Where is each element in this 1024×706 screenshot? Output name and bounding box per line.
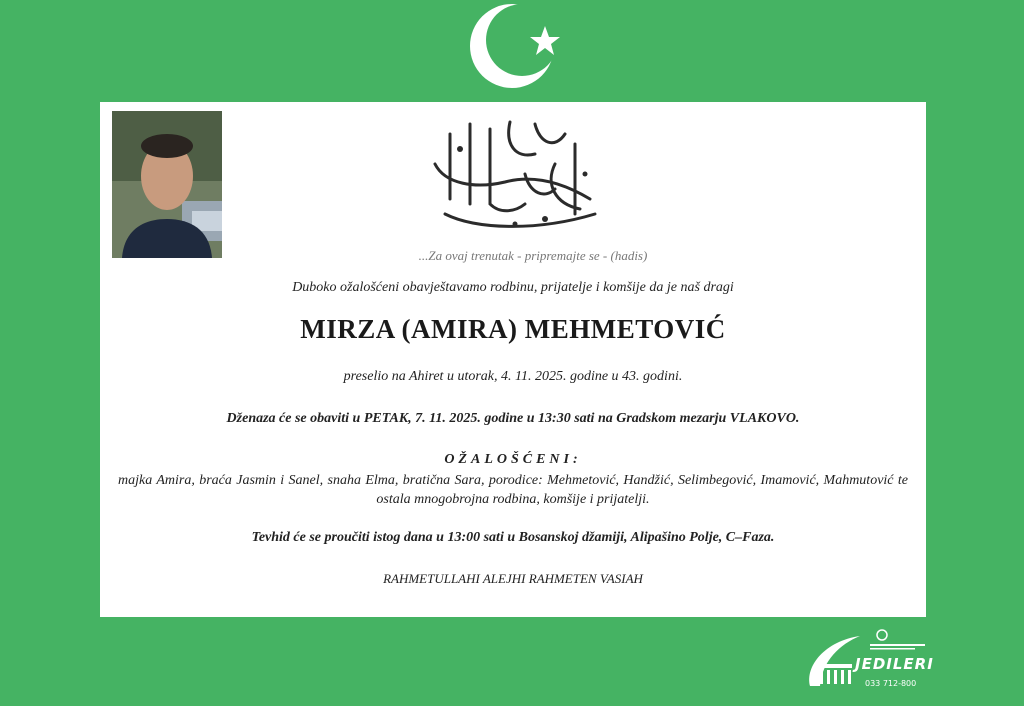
calligraphy-image	[415, 104, 615, 244]
mourners-list: majka Amira, braća Jasmin i Sanel, snaha Elma, bratična Sara, porodice: Mehmetović, Handžić, Selimbegović, Imamović, Mahmutović te ostala mnogobrojna rodbina, komšije i prijatelji.	[118, 473, 908, 507]
deceased-name: MIRZA (AMIRA) MEHMETOVIĆ	[300, 314, 726, 344]
passing-date-text: preselio na Ahiret u utorak, 4. 11. 2025. godine u 43. godini.	[343, 369, 683, 384]
portrait-photo	[112, 111, 222, 258]
mourners-heading: OŽALOŠĆENI:	[444, 452, 582, 467]
funeral-info: Dženaza će se obaviti u PETAK, 7. 11. 2025. godine u 13:30 sati na Gradskom mezarju VLAKOVO.	[226, 411, 800, 426]
hadis-quote: ...Za ovaj trenutak - pripremajte se - (hadis)	[418, 248, 648, 263]
logo-phone: 033 712-800	[865, 679, 917, 688]
logo-name: JEDILERI	[855, 655, 934, 673]
obituary-card	[100, 102, 926, 617]
closing-prayer: RAHMETULLAHI ALEJHI RAHMETEN VASIAH	[383, 571, 643, 586]
crescent-star-icon	[470, 0, 570, 92]
tevhid-info: Tevhid će se proučiti istog dana u 13:00 sati u Bosanskoj džamiji, Alipašino Polje, C–Faza.	[251, 530, 775, 545]
intro-text: Duboko ožalošćeni obavještavamo rodbinu, prijatelje i komšije da je naš dragi	[292, 280, 734, 295]
